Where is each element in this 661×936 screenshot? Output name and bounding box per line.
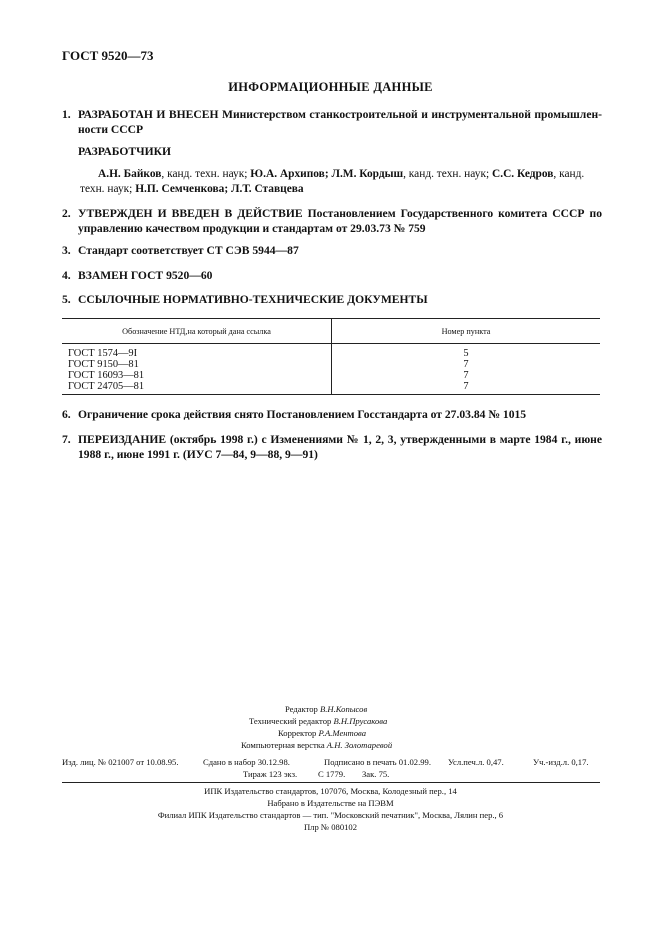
info-item-7 bbox=[62, 432, 602, 462]
item-number: 4. bbox=[62, 269, 71, 282]
developers-list: А.Н. Байков, канд. техн. наук; Ю.А. Архипов; Л.М. Кордыш, канд. техн. наук; С.С. Кедров, канд. техн. наук; Н.П. Семченкова; Л.Т. Ставцева bbox=[80, 168, 585, 195]
imprint-publisher: ИПК Издательство стандартов, 107076, Москва, Колодезный пер., 14 bbox=[204, 786, 457, 796]
imprint-tech-editor: Технический редактор В.Н.Прусакова bbox=[249, 716, 388, 726]
column-header-document: Обозначение НТД,на который дана ссылка bbox=[62, 319, 332, 344]
item-number: 6. bbox=[62, 408, 71, 421]
developers-heading: РАЗРАБОТЧИКИ bbox=[78, 145, 172, 158]
item-text: ПЕРЕИЗДАНИЕ (октябрь 1998 г.) с Изменениями № 1, 2, 3, утвержденными в марте 1984 г., июне 1988 г., июне 1991 г. (ИУС 7—84, 9—88, 9—91) bbox=[78, 433, 602, 461]
imprint-layout: Компьютерная верстка А.Н. Золотаревой bbox=[241, 740, 393, 750]
imprint-order: Зак. 75. bbox=[362, 769, 390, 779]
info-item-4 bbox=[62, 268, 602, 283]
table-row bbox=[62, 344, 600, 360]
table-cell-clause: 7 bbox=[332, 381, 601, 395]
table-cell-document: ГОСТ 24705—81 bbox=[62, 381, 332, 395]
imprint-typeset: Набрано в Издательстве на ПЭВМ bbox=[267, 798, 394, 808]
column-header-clause: Номер пункта bbox=[332, 319, 601, 344]
item-text: УТВЕРЖДЕН И ВВЕДЕН В ДЕЙСТВИЕ Постановлением Государственного комитета СССР по управлению качеством продукции и стандартам от 29.03.73 № 759 bbox=[78, 207, 602, 235]
table-cell-document: ГОСТ 9150—81 bbox=[62, 359, 332, 370]
item-text: РАЗРАБОТАН И ВНЕСЕН Министерством станкостроительной и инструментальной промышлен-ности СССР bbox=[78, 108, 603, 136]
info-item-2 bbox=[62, 206, 602, 236]
item-number: 7. bbox=[62, 433, 71, 446]
imprint-divider bbox=[62, 782, 600, 783]
imprint-print-sheets: Усл.печ.л. 0,47. bbox=[448, 757, 504, 767]
info-item-5 bbox=[62, 292, 602, 307]
info-item-6 bbox=[62, 407, 602, 422]
imprint-branch: Филиал ИПК Издательство стандартов — тип. "Московский печатник", Москва, Лялин пер., 6 bbox=[157, 810, 504, 820]
item-number: 5. bbox=[62, 293, 71, 306]
imprint-c-code: С 1779. bbox=[318, 769, 346, 779]
item-number: 3. bbox=[62, 244, 71, 257]
document-code: ГОСТ 9520—73 bbox=[62, 48, 154, 63]
table-cell-clause: 7 bbox=[463, 359, 469, 370]
table-row bbox=[62, 370, 600, 381]
table-row bbox=[62, 359, 600, 370]
imprint-sent: Сдано в набор 30.12.98. bbox=[203, 757, 290, 767]
info-item-3 bbox=[62, 243, 602, 258]
imprint-signed: Подписано в печать 01.02.99. bbox=[324, 757, 431, 767]
item-text: ССЫЛОЧНЫЕ НОРМАТИВНО-ТЕХНИЧЕСКИЕ ДОКУМЕНТЫ bbox=[78, 293, 428, 306]
item-text: ВЗАМЕН ГОСТ 9520—60 bbox=[78, 269, 213, 282]
item-number: 1. bbox=[62, 108, 71, 121]
page-title: ИНФОРМАЦИОННЫЕ ДАННЫЕ bbox=[228, 80, 433, 94]
table-cell-clause: 7 bbox=[463, 370, 469, 381]
references-table bbox=[62, 318, 600, 395]
table-header-row bbox=[62, 319, 600, 344]
table-row bbox=[62, 381, 600, 395]
imprint-circulation: Тираж 123 экз. bbox=[243, 769, 298, 779]
imprint-corrector: Корректор Р.А.Ментова bbox=[278, 728, 366, 738]
imprint-plr: Плр № 080102 bbox=[303, 822, 358, 832]
imprint-pub-sheets: Уч.-изд.л. 0,17. bbox=[533, 757, 589, 767]
item-number: 2. bbox=[62, 207, 71, 220]
table-cell-clause: 5 bbox=[463, 348, 469, 359]
imprint-editor: Редактор В.Н.Копысов bbox=[285, 704, 368, 714]
table-cell-document: ГОСТ 1574—9I bbox=[62, 344, 332, 360]
info-item-1 bbox=[62, 107, 602, 137]
item-text: Стандарт соответствует СТ СЭВ 5944—87 bbox=[78, 244, 299, 257]
item-text: Ограничение срока действия снято Постановлением Госстандарта от 27.03.84 № 1015 bbox=[78, 408, 527, 421]
imprint-license: Изд. лиц. № 021007 от 10.08.95. bbox=[62, 757, 179, 767]
table-cell-document: ГОСТ 16093—81 bbox=[62, 370, 332, 381]
